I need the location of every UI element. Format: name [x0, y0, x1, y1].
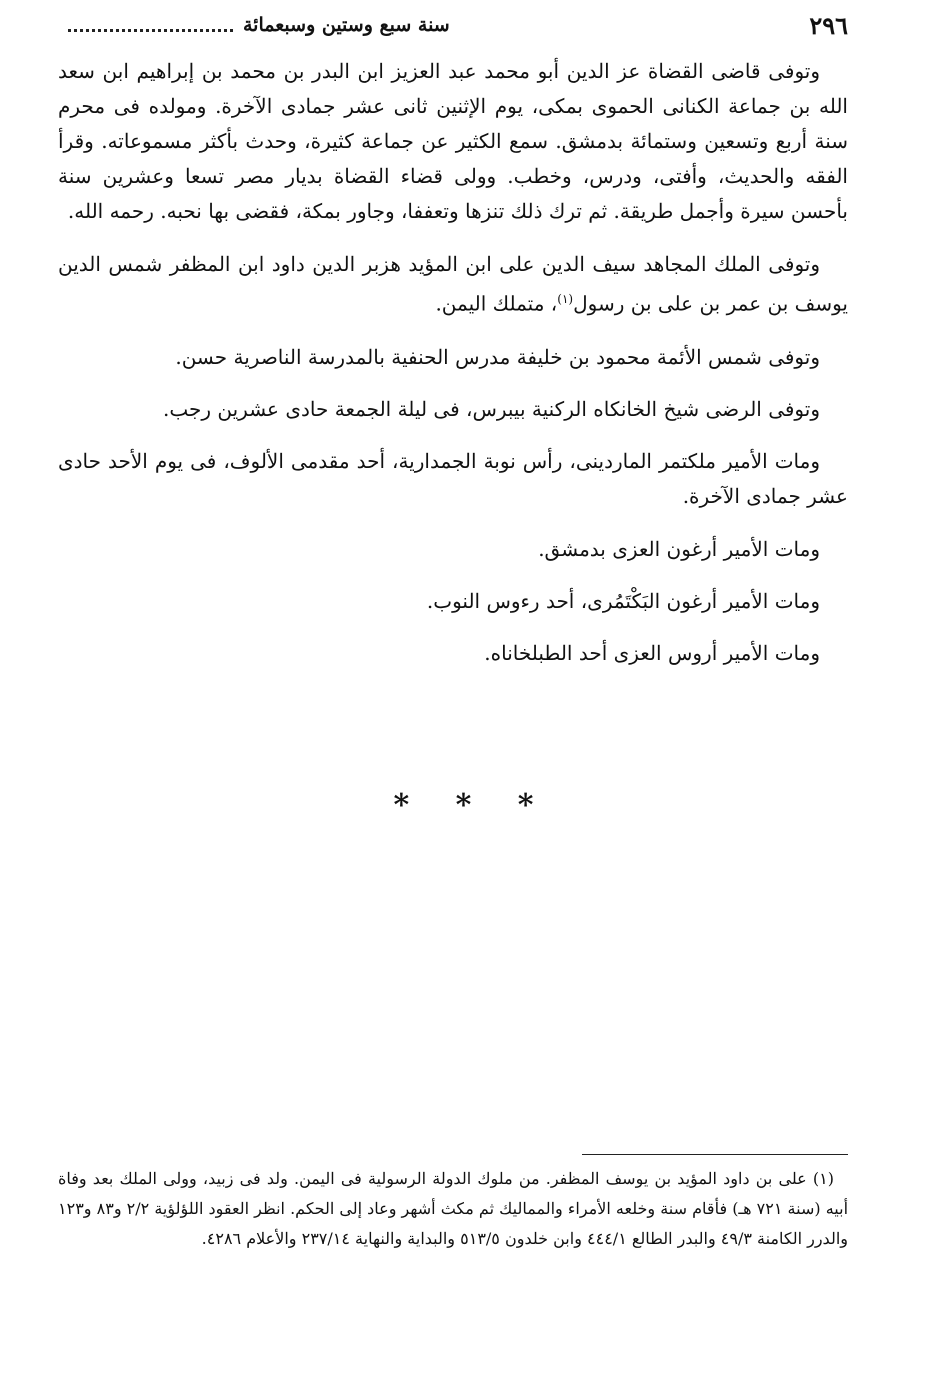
running-title-group: [58, 14, 450, 36]
leader-dots: [68, 19, 233, 32]
footnote: (١) على بن داود المؤيد بن يوسف المظفر. من ملوك الدولة الرسولية فى اليمن. ولد فى زبيد، وولى الملك بعد وفاة أبيه (سنة ٧٢١ هـ) فأقام سنة وخلعه الأمراء والمماليك ثم مكث أشهر وعاد إلى الحكم. انظر العقود اللؤلؤية ٢/٢ و٨٣ و١٢٣ والدرر الكامنة ٤٩/٣ والبدر الطالع ٤٤٤/١ وابن خلدون ٥١٣/٥ والبداية والنهاية ٢٣٧/١٤ والأعلام ٤٢٨٦.: [58, 1169, 849, 1248]
paragraph-death-arghun-baktamuri: ومات الأمير أرغون البَكْتَمُرى، أحد رءوس النوب.: [426, 588, 820, 613]
main-text: [58, 54, 848, 688]
paragraph-text-before-note: وتوفى الملك المجاهد سيف الدين على ابن المؤيد هزبر الدين داود ابن المظفر شمس الدين يوسف بن عمر بن على بن رسول: [58, 252, 848, 316]
paragraph-text-after-note: ، متملك اليمن.: [435, 291, 558, 316]
paragraph-death-rida: وتوفى الرضى شيخ الخانكاه الركنية بيبرس، فى ليلة الجمعة حادى عشرين رجب.: [163, 396, 820, 421]
running-title: سنة سبع وستين وسبعمائة: [243, 14, 450, 36]
paragraph-death-izz-al-din: وتوفى قاضى القضاة عز الدين أبو محمد عبد العزيز ابن البدر بن محمد بن إبراهيم ابن سعد الله بن جماعة الكنانى الحموى بمكى، يوم الإثنين ثانى عشر جمادى الآخرة. ومولده فى محرم سنة أربع وتسعين وستمائة بدمشق. سمع الكثير عن جماعة كثيرة، وحدث بأكثر مسموعاته. وقرأ الفقه والحديث، وأفتى، ودرس، وخطب. وولى قضاء القضاة بديار مصر تسعا وعشرين سنة بأحسن سيرة وأجمل طريقة. ثم ترك ذلك تنزها وتعففا، وجاور بمكة، فقضى بها نحبه. رحمه الله.: [58, 59, 848, 223]
footnote-ref[interactable]: (١): [557, 292, 574, 306]
page-header: [58, 8, 848, 42]
footnote-rule: [582, 1154, 848, 1155]
section-separator: * * *: [393, 788, 552, 823]
paragraph-death-arghun-izzi: ومات الأمير أرغون العزى بدمشق.: [538, 536, 820, 561]
paragraph-death-malaktamur: ومات الأمير ملكتمر الماردينى، رأس نوبة الجمدارية، أحد مقدمى الألوف، فى يوم الأحد حادى عشر جمادى الآخرة.: [58, 448, 848, 508]
page-number: ٢٩٦: [809, 10, 848, 40]
paragraph-death-malik-mujahid: [58, 247, 848, 322]
paragraph-death-shams-aimma: وتوفى شمس الأئمة محمود بن خليفة مدرس الحنفية بالمدرسة الناصرية حسن.: [175, 344, 820, 369]
paragraph-death-arus-izzi: ومات الأمير أروس العزى أحد الطبلخاناه.: [484, 640, 820, 665]
